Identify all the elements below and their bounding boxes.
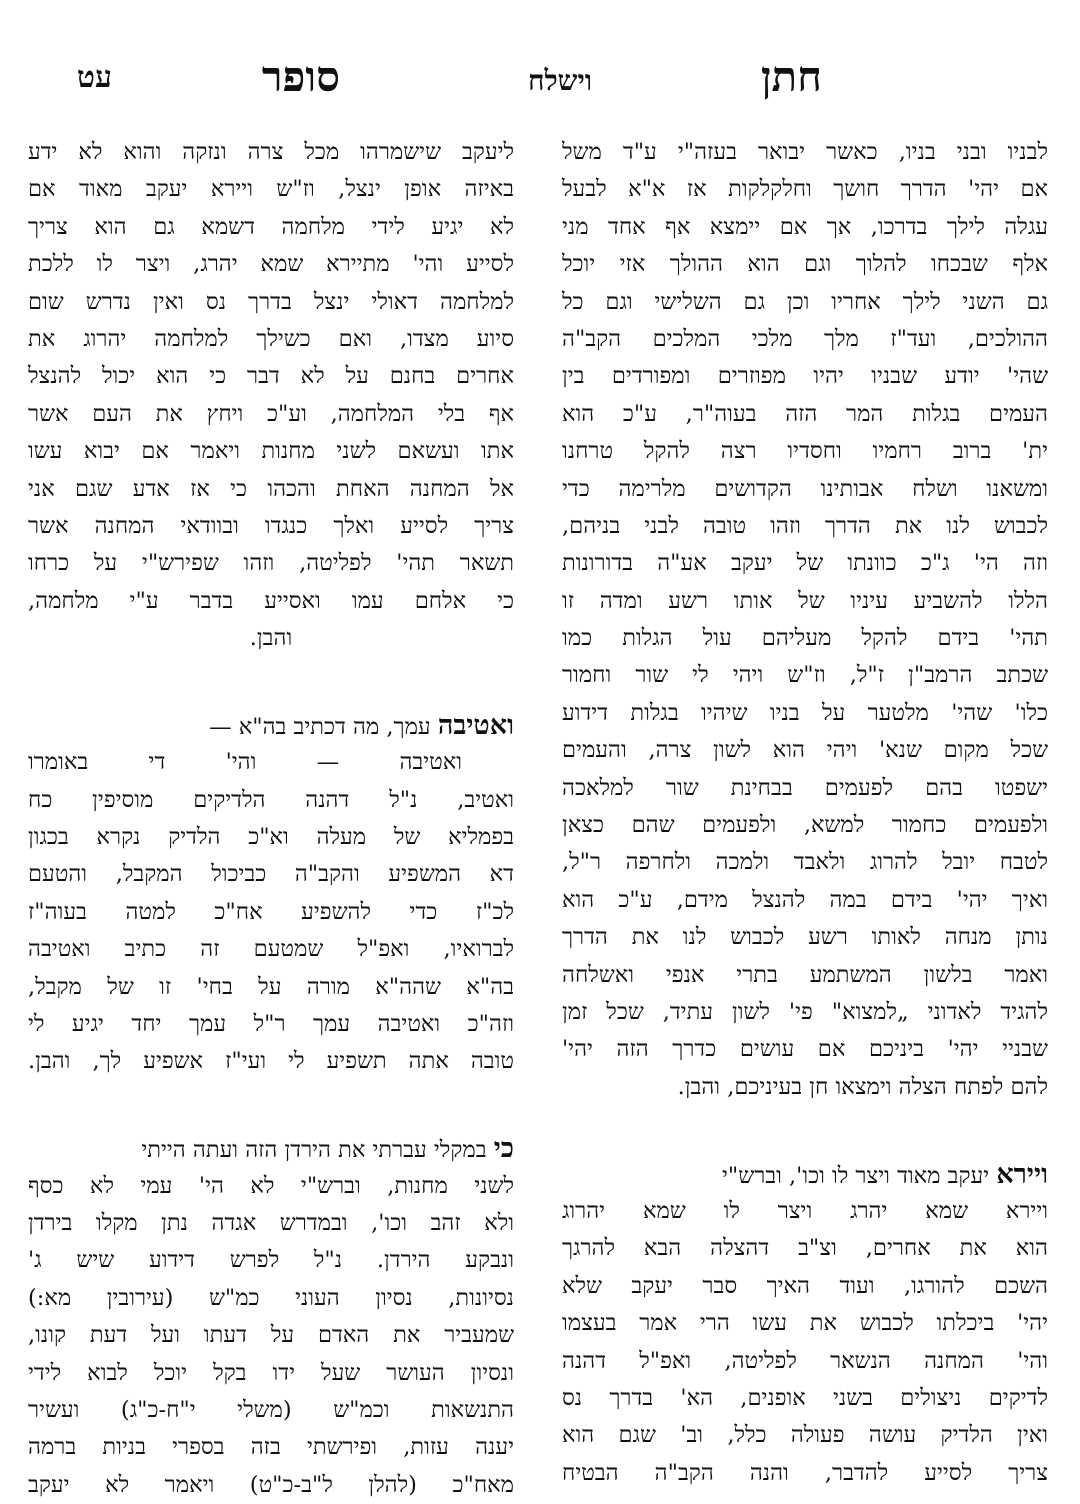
text-line: והי' המחנה הנשאר לפליטה, ואפ"ל דהנה: [562, 1347, 1048, 1374]
text-line: לבניו ובני בניו, כאשר יבואר בעזה"י ע"ד משל: [562, 139, 1048, 165]
text-line: הוא את אחרים, וצ"ב דהצלה הבא להרגך: [562, 1235, 1048, 1262]
text-line: ונסיון העושר שעל ידו בקל יוכל לבוא לידי: [28, 1359, 514, 1386]
text-line: וזה"כ ואטיבה עמך ר"ל עמך יחד יגיע לי: [28, 1010, 514, 1037]
text-line: באיזה אופן ינצל, וז"ש ויירא יעקב מאוד אם: [28, 176, 514, 203]
text-line: אתו ועשאם לשני מחנות ויאמר אם יבוא עשו: [28, 438, 514, 465]
text-line: להם לפתח הצלה וימצאו חן בעיניכם, והבן.: [677, 1073, 1048, 1100]
text-line: שמעביר את האדם על דעתו ועל דעת קונו,: [28, 1322, 514, 1349]
paragraph-veetiva: [28, 782, 514, 1081]
text-line: מאח"כ (להלן ל"ב-כ"ט) ויאמר לא יעקב: [28, 1471, 514, 1498]
text-line: ולפעמים כחמור למשא, ולפעמים שהם כצאן: [562, 812, 1048, 839]
text-line: לטבח יובל להרוג ולאבד ולמכה ולחרפה ר"ל,: [562, 849, 1048, 876]
book-title-right: חתן: [760, 52, 822, 101]
text-line: והבן.: [249, 625, 293, 652]
paragraph-heading-line: [28, 707, 514, 744]
text-line: לכ"ז כדי להשפיע אח"כ למטה בעוה"ז: [28, 898, 514, 925]
text-line: נותן מנחה לאותו רשע לכבוש לנו את הדרך: [562, 924, 1048, 951]
text-line: טובה אתה תשפיע לי ועי"ז אשפיע לך, והבן.: [28, 1048, 514, 1075]
text-line: אחרים בחנם על לא דבר כי הוא יכול להנצל: [28, 363, 514, 390]
text-line: ית' ברוב רחמיו וחסדיו רצה להקל טרחנו: [562, 438, 1048, 465]
parsha-name: וישלח: [528, 64, 592, 97]
text-line: יענה עזות, ופירשתי בזה בספרי בניות ברמה: [28, 1434, 514, 1461]
text-line: אף בלי המלחמה, וע"כ ויחץ את העם אשר: [28, 400, 514, 427]
text-line: ואין הלדיק עושה פעולה כלל, וב' שגם הוא: [562, 1422, 1048, 1449]
running-header: [0, 52, 1080, 108]
text-line: בה"א שהה"א מורה על בחי' זו של מקבל,: [28, 973, 514, 1000]
text-line: שבניי יהי' ביניכם אם עושים כדרך הזה יהי': [562, 1036, 1048, 1063]
text-line: לברואיו, ואפ"ל שמטעם זה כתיב ואטיבה: [28, 936, 514, 963]
text-line: יהי' ביכלתו לכבוש את עשו הרי אמר בעצמו: [562, 1310, 1048, 1337]
text-line: צריך לסייע להדבר, והנה הקב"ה הבטיח: [562, 1459, 1048, 1486]
right-column: [562, 134, 1048, 1486]
text-line: לדיקים ניצולים בשני אופנים, הא' בדרך נס: [562, 1384, 1048, 1411]
text-line: תשאר תהי' לפליטה, וזהו שפירש"י על כרחו: [28, 550, 514, 577]
text-line: ואטיבה — והי' די באומרו: [28, 749, 462, 776]
text-line: לא יגיע לידי מלחמה דשמא גם הוא צריך: [28, 213, 514, 240]
text-line: גם השני לילך אחריו וכן גם השלישי וגם כל: [562, 288, 1048, 315]
text-line: שכל מקום שנא' ויהי הוא לשון צרה, והעמים: [562, 737, 1048, 764]
text-line: ואמר בלשון המשתמע בתרי אנפי ואשלחה: [562, 961, 1048, 988]
paragraph-continued: [28, 134, 514, 620]
text-line: לסייע והי' מתיירא שמא יהרג, ויצר לו ללכת: [28, 251, 514, 278]
text-line: כלו' שהי' מלטער על בניו שיהיו בגלות דידוע: [562, 699, 1048, 726]
text-line: ישפטו בהם לפעמים בבחינת שור למלאכה: [562, 774, 1048, 801]
text-line: הללו להשביע עיניו של אותו רשע ומדה זו: [562, 587, 1048, 614]
text-line: ולא זהב וכו', ובמדרש אגדה נתן מקלו בירדן: [28, 1209, 514, 1236]
lead-word: ואטיבה: [437, 709, 514, 741]
text-line: התנשאות וכמ"ש (משלי י"ח-כ"ג) ועשיר: [28, 1396, 514, 1423]
text-line: עגלה לילך בדרכו, אך אם יימצא אף אחד מני: [562, 213, 1048, 240]
verse-quote: יעקב מאוד ויצר לו וכו', וברש"י: [722, 1162, 990, 1189]
text-line: כי אלחם עמו ואסייע בדבר ע"י מלחמה,: [28, 587, 514, 614]
text-line: לכבוש לנו את הדרך וזהו טובה לבני בניהם,: [562, 512, 1048, 539]
book-title-left: סופר: [261, 52, 340, 101]
text-line: ואיך יהי' בידם במה להנצל מידם, ע"כ הוא: [562, 886, 1048, 913]
text-line: למלחמה דאולי ינצל בדרך נס ואין נדרש שום: [28, 288, 514, 315]
text-line: סיוע מצדו, ואם כשילך למלחמה יהרוג את: [28, 325, 514, 352]
text-line: בפמליא של מעלה וא"כ הלדיק נקרא בכגון: [28, 824, 514, 851]
text-line: שהי' יודע שבניו יהיו מפוזרים ומפורדים בין: [562, 363, 1048, 390]
text-line: ומשאנו ושלח אבותינו הקדושים מלרימה כדי: [562, 475, 1048, 502]
text-line: צריך לסייע ואלך כנגדו ובוודאי המחנה אשר: [28, 512, 514, 539]
text-line: נסיונות, נסיון העוני כמ"ש (עירובין מא:): [28, 1284, 514, 1311]
text-line: השכם להורגו, ועוד האיך סבר יעקב שלא: [562, 1272, 1048, 1299]
lead-word: כי: [493, 1133, 514, 1165]
paragraph-heading-line: [562, 1156, 1048, 1193]
text-line: לשני מחנות, וברש"י לא הי' עמי לא כסף: [28, 1172, 514, 1199]
text-line: העמים בגלות המר הזה בעוה"ר, ע"כ הוא: [562, 400, 1048, 427]
text-line: ליעקב שישמרהו מכל צרה ונזקה והוא לא ידע: [28, 139, 514, 165]
text-line: ויירא שמא יהרג ויצר לו שמא יהרוג: [562, 1197, 1048, 1224]
text-line: אל המחנה האחת והכהו כי אז אדע שגם אני: [28, 475, 514, 502]
left-column: [28, 134, 514, 1498]
text-line: שכתב הרמב"ן ז"ל, וז"ש ויהי לי שור וחמור: [562, 662, 1048, 689]
paragraph-continued: [562, 134, 1048, 1106]
verse-quote: במקלי עברתי את הירדן הזה ועתה הייתי: [141, 1137, 487, 1164]
paragraph-vayira: [562, 1193, 1048, 1492]
text-line: אם יהי' הדרך חושך וחלקלקות אז א"א לבעל: [562, 176, 1048, 203]
verse-quote: עמך, מה דכתיב בה"א —: [209, 713, 431, 740]
paragraph-ki-bemakli: [28, 1168, 514, 1504]
page-number: עט: [76, 60, 112, 95]
paragraph-heading-line: [28, 1130, 514, 1167]
text-line: אלף שבכחו להלוך וגם הוא ההולך אזי יוכל: [562, 251, 1048, 278]
text-line: ההולכים, ועד"ז מלך מלכי המלכים הקב"ה: [562, 325, 1048, 352]
lead-word: ויירא: [996, 1158, 1048, 1190]
text-line: דא המשפיע והקב"ה כביכול המקבל, והטעם: [28, 861, 514, 888]
text-line: ונבקע הירדן. נ"ל לפרש דידוע שיש ג': [28, 1247, 514, 1274]
text-line: תהי' בידם להקל מעליהם עול הגלות כמו: [562, 625, 1048, 652]
text-line: וזה הי' ג"כ כוונתו של יעקב אע"ה בדורונות: [562, 550, 1048, 577]
text-line: להגיד לאדוני „למצוא" פי' לשון עתיד, שכל זמן: [562, 998, 1048, 1025]
text-line: ואטיב, נ"ל דהנה הלדיקים מוסיפין כח: [28, 786, 514, 813]
